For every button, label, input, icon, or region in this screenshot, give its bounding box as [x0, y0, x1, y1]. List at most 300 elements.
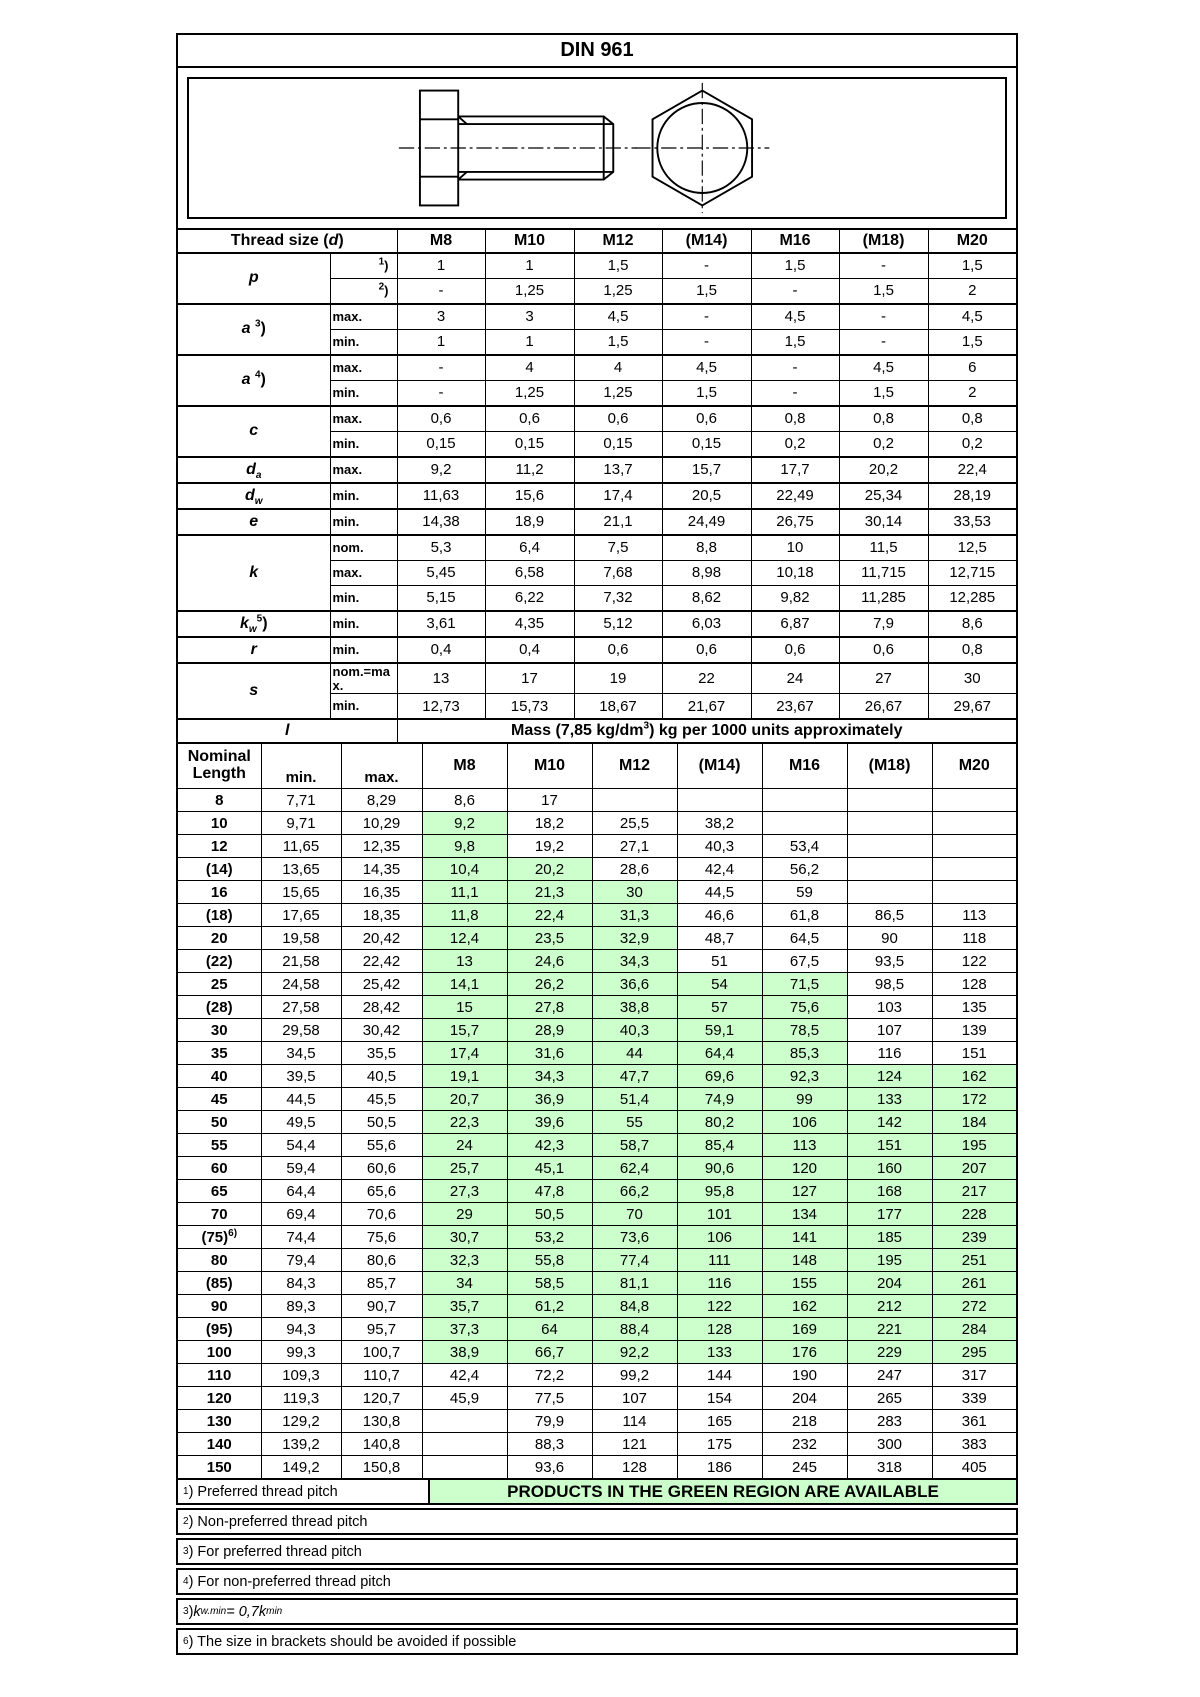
- spec-row: [177, 611, 1017, 637]
- mass-value: 172: [932, 1088, 1017, 1111]
- mass-value: [762, 789, 847, 812]
- spec-value: 1,25: [574, 381, 662, 407]
- spec-value: 0,15: [574, 432, 662, 458]
- length-min: 109,3: [261, 1364, 341, 1387]
- limit-label: min.: [330, 694, 397, 720]
- spec-value: 0,6: [485, 406, 574, 432]
- mass-value: 318: [847, 1456, 932, 1480]
- spec-value: 1,5: [574, 330, 662, 356]
- spec-value: 0,2: [839, 432, 928, 458]
- spec-value: 0,6: [574, 406, 662, 432]
- bolt-drawing: [187, 77, 1007, 219]
- mass-value: 93,5: [847, 950, 932, 973]
- mass-value: 90: [847, 927, 932, 950]
- mass-value: 247: [847, 1364, 932, 1387]
- mass-value: 57: [677, 996, 762, 1019]
- mass-value: 77,5: [507, 1387, 592, 1410]
- footnote-text: 1 ) Preferred thread pitch: [178, 1480, 430, 1503]
- footnote: [176, 1628, 1018, 1655]
- spec-value: 25,34: [839, 483, 928, 509]
- mass-value: 265: [847, 1387, 932, 1410]
- spec-value: 6,22: [485, 586, 574, 612]
- nominal-length: 120: [177, 1387, 261, 1410]
- spec-value: 17,7: [751, 457, 839, 483]
- mass-value: [932, 835, 1017, 858]
- mass-value: 122: [932, 950, 1017, 973]
- length-row: [177, 1065, 1017, 1088]
- length-min: 7,71: [261, 789, 341, 812]
- mass-value: 88,3: [507, 1433, 592, 1456]
- length-row: [177, 1226, 1017, 1249]
- mass-value: 207: [932, 1157, 1017, 1180]
- mass-value: 98,5: [847, 973, 932, 996]
- spec-value: 1,5: [928, 330, 1017, 356]
- mass-value: [847, 812, 932, 835]
- limit-label: max.: [330, 304, 397, 330]
- mass-value: [932, 881, 1017, 904]
- length-row: [177, 973, 1017, 996]
- mass-value: 34,3: [507, 1065, 592, 1088]
- mass-value: 128: [677, 1318, 762, 1341]
- nominal-length: 150: [177, 1456, 261, 1480]
- spec-value: 4: [485, 355, 574, 381]
- mass-value: 61,2: [507, 1295, 592, 1318]
- spec-value: 9,82: [751, 586, 839, 612]
- footnote: [176, 1478, 1018, 1505]
- spec-value: 17,4: [574, 483, 662, 509]
- property-label: a $^3$): [177, 304, 330, 355]
- availability-banner: PRODUCTS IN THE GREEN REGION ARE AVAILABLE: [430, 1480, 1016, 1503]
- limit-label: $^1$): [330, 253, 397, 279]
- spec-value: 23,67: [751, 694, 839, 720]
- length-row: [177, 1249, 1017, 1272]
- thread-col-header: M16: [751, 229, 839, 253]
- mass-value: 27,1: [592, 835, 677, 858]
- length-max: 16,35: [341, 881, 422, 904]
- mass-value: 50,5: [507, 1203, 592, 1226]
- length-row: [177, 1203, 1017, 1226]
- spec-value: 24: [751, 663, 839, 694]
- spec-value: 28,19: [928, 483, 1017, 509]
- length-max: 80,6: [341, 1249, 422, 1272]
- spec-value: -: [751, 381, 839, 407]
- nominal-length: 45: [177, 1088, 261, 1111]
- nominal-length: (95): [177, 1318, 261, 1341]
- spec-value: 1,5: [751, 253, 839, 279]
- nominal-length: 20: [177, 927, 261, 950]
- spec-value: 10: [751, 535, 839, 561]
- mass-value: 23,5: [507, 927, 592, 950]
- spec-value: 1,5: [574, 253, 662, 279]
- spec-value: -: [662, 304, 751, 330]
- spec-value: 5,45: [397, 561, 485, 586]
- spec-value: 7,5: [574, 535, 662, 561]
- mass-value: 10,4: [422, 858, 507, 881]
- mass-value: 128: [932, 973, 1017, 996]
- mass-value: 71,5: [762, 973, 847, 996]
- spec-value: 0,2: [928, 432, 1017, 458]
- length-row: [177, 1111, 1017, 1134]
- mass-value: 160: [847, 1157, 932, 1180]
- mass-value: 84,8: [592, 1295, 677, 1318]
- length-min: 44,5: [261, 1088, 341, 1111]
- length-header-row: [177, 743, 1017, 789]
- mass-value: 17,4: [422, 1042, 507, 1065]
- spec-value: 6,4: [485, 535, 574, 561]
- spec-value: 8,98: [662, 561, 751, 586]
- spec-value: 29,67: [928, 694, 1017, 720]
- spec-value: 0,15: [485, 432, 574, 458]
- footnote-text: 3 ) For preferred thread pitch: [183, 1543, 362, 1560]
- mass-value: 361: [932, 1410, 1017, 1433]
- length-max: 100,7: [341, 1341, 422, 1364]
- mass-value: 113: [932, 904, 1017, 927]
- length-max: 10,29: [341, 812, 422, 835]
- mass-value: 155: [762, 1272, 847, 1295]
- mass-value: 67,5: [762, 950, 847, 973]
- nominal-length: 80: [177, 1249, 261, 1272]
- mass-value: 169: [762, 1318, 847, 1341]
- mass-value: 42,4: [677, 858, 762, 881]
- nominal-length: 55: [177, 1134, 261, 1157]
- nominal-length: 16: [177, 881, 261, 904]
- footnote: [176, 1568, 1018, 1595]
- mass-value: 55,8: [507, 1249, 592, 1272]
- footnote-text: 6 ) The size in brackets should be avoided if possible: [183, 1633, 517, 1650]
- mass-value: 190: [762, 1364, 847, 1387]
- mass-value: 24: [422, 1134, 507, 1157]
- length-row: [177, 1180, 1017, 1203]
- spec-value: 1,5: [662, 381, 751, 407]
- spec-value: -: [839, 330, 928, 356]
- mass-value: 204: [847, 1272, 932, 1295]
- mass-value: 195: [932, 1134, 1017, 1157]
- mass-value: 79,9: [507, 1410, 592, 1433]
- mass-note: Mass (7,85 $kg/dm^3$) kg per 1000 units approximately: [397, 719, 1017, 743]
- spec-value: 0,15: [397, 432, 485, 458]
- property-label: a $^4$): [177, 355, 330, 406]
- mass-value: 36,6: [592, 973, 677, 996]
- length-max: 30,42: [341, 1019, 422, 1042]
- length-max: 65,6: [341, 1180, 422, 1203]
- spec-value: 15,7: [662, 457, 751, 483]
- length-min: 15,65: [261, 881, 341, 904]
- mass-value: 61,8: [762, 904, 847, 927]
- spec-value: 4: [574, 355, 662, 381]
- spec-value: 20,5: [662, 483, 751, 509]
- spec-value: -: [397, 355, 485, 381]
- mass-value: 148: [762, 1249, 847, 1272]
- property-label: r: [177, 637, 330, 663]
- length-min: 24,58: [261, 973, 341, 996]
- mass-value: 133: [847, 1088, 932, 1111]
- spec-value: 1,5: [839, 381, 928, 407]
- mass-value: 19,1: [422, 1065, 507, 1088]
- spec-value: -: [662, 253, 751, 279]
- mass-value: 59,1: [677, 1019, 762, 1042]
- spec-value: 24,49: [662, 509, 751, 535]
- spec-value: 0,8: [928, 637, 1017, 663]
- thread-col-header: (M18): [839, 229, 928, 253]
- mass-value: 77,4: [592, 1249, 677, 1272]
- mass-value: 245: [762, 1456, 847, 1480]
- mass-value: 232: [762, 1433, 847, 1456]
- limit-label: min.: [330, 637, 397, 663]
- mass-value: 47,7: [592, 1065, 677, 1088]
- footnote: [176, 1538, 1018, 1565]
- spec-value: 6,58: [485, 561, 574, 586]
- nominal-length: 100: [177, 1341, 261, 1364]
- mass-value: 177: [847, 1203, 932, 1226]
- spec-value: -: [662, 330, 751, 356]
- mass-value: 162: [932, 1065, 1017, 1088]
- spec-value: 5,12: [574, 611, 662, 637]
- spec-row: [177, 637, 1017, 663]
- mass-value: 90,6: [677, 1157, 762, 1180]
- mass-value: 229: [847, 1341, 932, 1364]
- spec-value: 33,53: [928, 509, 1017, 535]
- mass-value: 11,8: [422, 904, 507, 927]
- spec-value: 12,73: [397, 694, 485, 720]
- mass-value: 184: [932, 1111, 1017, 1134]
- mass-value: 51,4: [592, 1088, 677, 1111]
- spec-value: 0,2: [751, 432, 839, 458]
- mass-value: 22,3: [422, 1111, 507, 1134]
- nominal-length: 50: [177, 1111, 261, 1134]
- nominal-length: 110: [177, 1364, 261, 1387]
- mass-value: 73,6: [592, 1226, 677, 1249]
- nominal-length: 40: [177, 1065, 261, 1088]
- mass-value: 106: [762, 1111, 847, 1134]
- nominal-length-header: Nominal Length: [177, 743, 261, 789]
- mass-value: 17: [507, 789, 592, 812]
- thread-col-header: M20: [928, 229, 1017, 253]
- spec-value: 8,8: [662, 535, 751, 561]
- spec-value: 0,6: [574, 637, 662, 663]
- mass-value: 9,8: [422, 835, 507, 858]
- length-min: 59,4: [261, 1157, 341, 1180]
- spec-value: 1: [485, 330, 574, 356]
- length-row: [177, 1387, 1017, 1410]
- limit-label: min.: [330, 432, 397, 458]
- mass-value: 85,4: [677, 1134, 762, 1157]
- mass-value: 118: [932, 927, 1017, 950]
- length-min: 11,65: [261, 835, 341, 858]
- mass-value: 134: [762, 1203, 847, 1226]
- spec-value: 10,18: [751, 561, 839, 586]
- spec-value: 4,35: [485, 611, 574, 637]
- length-row: [177, 1088, 1017, 1111]
- thread-spec-table: [176, 228, 1018, 744]
- mass-value: 44: [592, 1042, 677, 1065]
- length-min: 69,4: [261, 1203, 341, 1226]
- mass-value: 186: [677, 1456, 762, 1480]
- mass-value: 272: [932, 1295, 1017, 1318]
- mass-value: 70: [592, 1203, 677, 1226]
- mass-value: 133: [677, 1341, 762, 1364]
- length-min: 119,3: [261, 1387, 341, 1410]
- mass-value: [847, 858, 932, 881]
- spec-value: 0,15: [662, 432, 751, 458]
- thread-size-header: Thread size (d): [177, 229, 397, 253]
- spec-value: 11,63: [397, 483, 485, 509]
- spec-value: 4,5: [928, 304, 1017, 330]
- length-max: 60,6: [341, 1157, 422, 1180]
- spec-header-row: [177, 229, 1017, 253]
- spec-value: 30: [928, 663, 1017, 694]
- spec-value: 26,75: [751, 509, 839, 535]
- mass-value: 58,5: [507, 1272, 592, 1295]
- spec-value: 22,49: [751, 483, 839, 509]
- spec-value: 0,8: [928, 406, 1017, 432]
- mass-value: 93,6: [507, 1456, 592, 1480]
- spec-value: 5,15: [397, 586, 485, 612]
- spec-value: 1,5: [928, 253, 1017, 279]
- mass-value: 78,5: [762, 1019, 847, 1042]
- mass-value: 139: [932, 1019, 1017, 1042]
- mass-col-header: M16: [762, 743, 847, 789]
- mass-value: [422, 1410, 507, 1433]
- mass-value: 28,9: [507, 1019, 592, 1042]
- spec-value: 11,285: [839, 586, 928, 612]
- mass-value: 38,8: [592, 996, 677, 1019]
- spec-value: 8,6: [928, 611, 1017, 637]
- length-max: 150,8: [341, 1456, 422, 1480]
- mass-col-header: M10: [507, 743, 592, 789]
- footnotes-section: [176, 1478, 1018, 1655]
- spec-value: 19: [574, 663, 662, 694]
- mass-value: 51: [677, 950, 762, 973]
- length-row: [177, 1456, 1017, 1480]
- mass-value: 45,1: [507, 1157, 592, 1180]
- footnote-text: 3 ) k w.min = 0,7 k min: [183, 1603, 283, 1620]
- spec-value: -: [839, 253, 928, 279]
- spec-value: 3,61: [397, 611, 485, 637]
- spec-row: [177, 406, 1017, 432]
- mass-value: 144: [677, 1364, 762, 1387]
- spec-value: 0,8: [751, 406, 839, 432]
- length-min: 129,2: [261, 1410, 341, 1433]
- spec-value: 13,7: [574, 457, 662, 483]
- thread-col-header: M12: [574, 229, 662, 253]
- nominal-length: (18): [177, 904, 261, 927]
- length-max: 22,42: [341, 950, 422, 973]
- spec-value: 13: [397, 663, 485, 694]
- mass-col-header: (M14): [677, 743, 762, 789]
- limit-label: nom.=max.: [330, 663, 397, 694]
- mass-value: 168: [847, 1180, 932, 1203]
- nominal-length: 60: [177, 1157, 261, 1180]
- mass-value: 99,2: [592, 1364, 677, 1387]
- mass-value: 37,3: [422, 1318, 507, 1341]
- spec-value: 21,1: [574, 509, 662, 535]
- spec-value: 17: [485, 663, 574, 694]
- length-row: [177, 1272, 1017, 1295]
- limit-label: min.: [330, 509, 397, 535]
- spec-value: 0,4: [397, 637, 485, 663]
- mass-value: 22,4: [507, 904, 592, 927]
- length-min: 54,4: [261, 1134, 341, 1157]
- mass-value: 295: [932, 1341, 1017, 1364]
- spec-value: 21,67: [662, 694, 751, 720]
- spec-value: -: [839, 304, 928, 330]
- length-max: 85,7: [341, 1272, 422, 1295]
- length-max: 45,5: [341, 1088, 422, 1111]
- mass-value: 218: [762, 1410, 847, 1433]
- length-min: 74,4: [261, 1226, 341, 1249]
- nominal-length: 140: [177, 1433, 261, 1456]
- thread-col-header: (M14): [662, 229, 751, 253]
- mass-value: 151: [847, 1134, 932, 1157]
- length-min: 79,4: [261, 1249, 341, 1272]
- spec-value: 15,6: [485, 483, 574, 509]
- mass-value: 86,5: [847, 904, 932, 927]
- mass-value: 13: [422, 950, 507, 973]
- nominal-length: (85): [177, 1272, 261, 1295]
- mass-value: 35,7: [422, 1295, 507, 1318]
- mass-value: 141: [762, 1226, 847, 1249]
- length-max: 25,42: [341, 973, 422, 996]
- spec-row: [177, 663, 1017, 694]
- nominal-length: 25: [177, 973, 261, 996]
- property-label: e: [177, 509, 330, 535]
- spec-value: 5,3: [397, 535, 485, 561]
- mass-value: 38,9: [422, 1341, 507, 1364]
- limit-label: min.: [330, 611, 397, 637]
- spec-value: 1: [485, 253, 574, 279]
- nominal-length: $(75)^{6)}$: [177, 1226, 261, 1249]
- spec-value: 11,5: [839, 535, 928, 561]
- mass-value: 26,2: [507, 973, 592, 996]
- spec-value: 0,4: [485, 637, 574, 663]
- mass-value: 154: [677, 1387, 762, 1410]
- mass-value: [592, 789, 677, 812]
- spec-value: 22: [662, 663, 751, 694]
- mass-value: 53,2: [507, 1226, 592, 1249]
- mass-value: 20,7: [422, 1088, 507, 1111]
- length-min: 21,58: [261, 950, 341, 973]
- spec-value: 1,25: [485, 279, 574, 305]
- limit-label: max.: [330, 457, 397, 483]
- length-min: 139,2: [261, 1433, 341, 1456]
- length-row: [177, 927, 1017, 950]
- spec-value: 0,8: [839, 406, 928, 432]
- mass-value: 62,4: [592, 1157, 677, 1180]
- length-symbol: l: [177, 719, 397, 743]
- length-max: 95,7: [341, 1318, 422, 1341]
- length-min: 34,5: [261, 1042, 341, 1065]
- mass-value: 113: [762, 1134, 847, 1157]
- max-col-header: max.: [341, 743, 422, 789]
- length-row: [177, 1341, 1017, 1364]
- mass-value: 54: [677, 973, 762, 996]
- mass-value: 47,8: [507, 1180, 592, 1203]
- mass-value: 92,2: [592, 1341, 677, 1364]
- limit-label: min.: [330, 330, 397, 356]
- property-label: k: [177, 535, 330, 611]
- din-961-sheet: [176, 33, 1018, 1655]
- mass-value: 261: [932, 1272, 1017, 1295]
- length-max: 55,6: [341, 1134, 422, 1157]
- mass-value: 40,3: [677, 835, 762, 858]
- nominal-length: 8: [177, 789, 261, 812]
- bolt-drawing-frame: [176, 68, 1018, 230]
- mass-value: 383: [932, 1433, 1017, 1456]
- length-max: 18,35: [341, 904, 422, 927]
- mass-header-row: [177, 719, 1017, 743]
- spec-value: 1: [397, 330, 485, 356]
- footnote: [176, 1508, 1018, 1535]
